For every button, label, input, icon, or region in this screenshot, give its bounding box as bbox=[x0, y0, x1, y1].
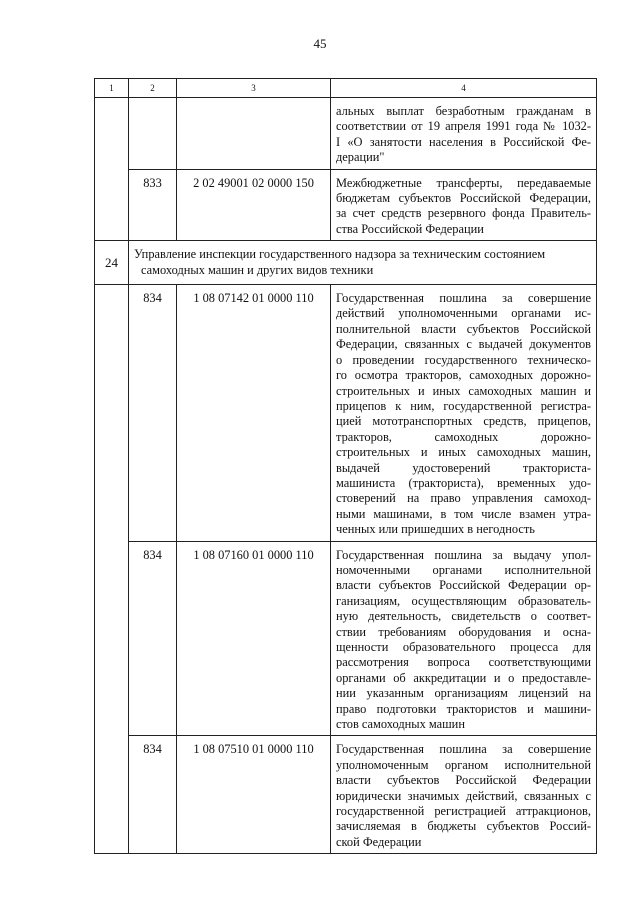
admin-code: 833 bbox=[129, 169, 177, 241]
admin-code: 834 bbox=[129, 541, 177, 736]
description-line: о проведении государственного техническо- bbox=[336, 352, 591, 367]
description-line: ствии требованиям оборудования и осна- bbox=[336, 624, 591, 639]
table-header-row bbox=[95, 79, 597, 98]
description-line: власти субъектов Российской Федерации bbox=[336, 773, 591, 788]
section-number: 24 bbox=[95, 241, 129, 285]
column-header: 3 bbox=[177, 79, 331, 98]
description-line: ную деятельность, свидетельств о соответ- bbox=[336, 609, 591, 624]
description-line: стов самоходных машин bbox=[336, 717, 465, 732]
description-line: щенности образовательного процесса для bbox=[336, 640, 591, 654]
description-line: стоверений на право управления самоход- bbox=[336, 491, 591, 506]
description-line: дерации" bbox=[336, 150, 385, 165]
column-header: 1 bbox=[95, 79, 129, 98]
description-line: номоченными органами исполнительной bbox=[336, 562, 591, 577]
description-line: Межбюджетные трансферты, передаваемые bbox=[336, 175, 591, 190]
description-line: ными машинами, в том числе взамен утра- bbox=[336, 506, 591, 521]
table-row bbox=[95, 736, 597, 854]
description-line: Федерации, связанных с выдачей документов bbox=[336, 337, 591, 352]
description-line: бюджетам субъектов Российской Федерации, bbox=[336, 191, 591, 206]
description-line: цией мототранспортных средств, прицепов, bbox=[336, 414, 591, 429]
description-line: зачисляемая в бюджеты субъектов Россий- bbox=[336, 819, 591, 834]
section-number-cell-empty bbox=[95, 285, 129, 854]
budget-code: 1 08 07510 01 0000 110 bbox=[177, 736, 331, 854]
admin-code: 834 bbox=[129, 736, 177, 854]
description-line: власти субъектов Российской Федерации ор- bbox=[336, 578, 591, 593]
description-line: прицепов к ним, государственной регистра- bbox=[336, 398, 591, 413]
description bbox=[331, 169, 597, 241]
page-number: 45 bbox=[313, 36, 327, 51]
description-line: полнительной власти субъектов Российской bbox=[336, 321, 591, 336]
description-line: тракторов, самоходных дорожно- bbox=[336, 429, 591, 444]
admin-code: 834 bbox=[129, 285, 177, 542]
description-line: Государственная пошлина за совершение bbox=[336, 742, 591, 757]
description-line: юридически значимых действий, связанных с bbox=[336, 788, 591, 803]
description-line: строительных и иных самоходных машин, bbox=[336, 445, 591, 460]
description-line: строительных и иных самоходных машин и bbox=[336, 383, 591, 398]
section-title-line: самоходных машин и других видов техники bbox=[141, 262, 374, 277]
description-line: ской Федерации bbox=[336, 834, 422, 849]
description-line: ства Российской Федерации bbox=[336, 221, 484, 236]
description-line: выдачей удостоверений тракториста- bbox=[336, 460, 591, 475]
description-line: го осмотра тракторов, самоходных дорожно- bbox=[336, 368, 591, 383]
description-line: Государственная пошлина за выдачу упол- bbox=[336, 547, 591, 562]
description-line: за счет средств резервного фонда Правитель- bbox=[336, 206, 591, 221]
description-line: машиниста (тракториста), временных удо- bbox=[336, 475, 591, 490]
budget-code: 2 02 49001 02 0000 150 bbox=[177, 169, 331, 241]
budget-code: 1 08 07160 01 0000 110 bbox=[177, 541, 331, 736]
table-row bbox=[95, 169, 597, 241]
budget-code: 1 08 07142 01 0000 110 bbox=[177, 285, 331, 542]
column-header: 2 bbox=[129, 79, 177, 98]
table-row bbox=[95, 285, 597, 542]
description bbox=[331, 98, 597, 170]
budget-code bbox=[177, 98, 331, 170]
description-line: действий уполномоченными органами ис- bbox=[336, 306, 591, 321]
section-row bbox=[95, 241, 597, 285]
description-line: право подготовки трактористов и машини- bbox=[336, 701, 591, 716]
description-line: ганизациям, осуществляющим образователь- bbox=[336, 593, 591, 608]
description-line: уполномоченным органом исполнительной bbox=[336, 757, 591, 772]
description-line: ченных или пришедших в негодность bbox=[336, 522, 535, 537]
description-line: альных выплат безработным гражданам в bbox=[336, 104, 591, 118]
description-line: Государственная пошлина за совершение bbox=[336, 291, 591, 306]
section-title-line: Управление инспекции государственного надзора за техническим состоянием bbox=[134, 247, 546, 262]
description-line: органами об аккредитации и о предоставле- bbox=[336, 670, 591, 685]
description-line: нии указанным организациям лицензий на bbox=[336, 686, 591, 701]
section-number-cell-empty bbox=[95, 98, 129, 241]
table-row bbox=[95, 541, 597, 736]
section-title bbox=[129, 241, 597, 285]
description bbox=[331, 541, 597, 736]
description bbox=[331, 736, 597, 854]
description bbox=[331, 285, 597, 542]
description-line: I «О занятости населения в Российской Фе- bbox=[336, 134, 591, 149]
budget-code-table bbox=[94, 78, 597, 854]
description-line: рассмотрения вопроса соответствующими bbox=[336, 655, 591, 670]
admin-code bbox=[129, 98, 177, 170]
table-row bbox=[95, 98, 597, 170]
column-header: 4 bbox=[331, 79, 597, 98]
description-line: государственной регистрацией аттракционов, bbox=[336, 804, 591, 819]
description-line: соответствии от 19 апреля 1991 года № 1032- bbox=[336, 119, 591, 134]
